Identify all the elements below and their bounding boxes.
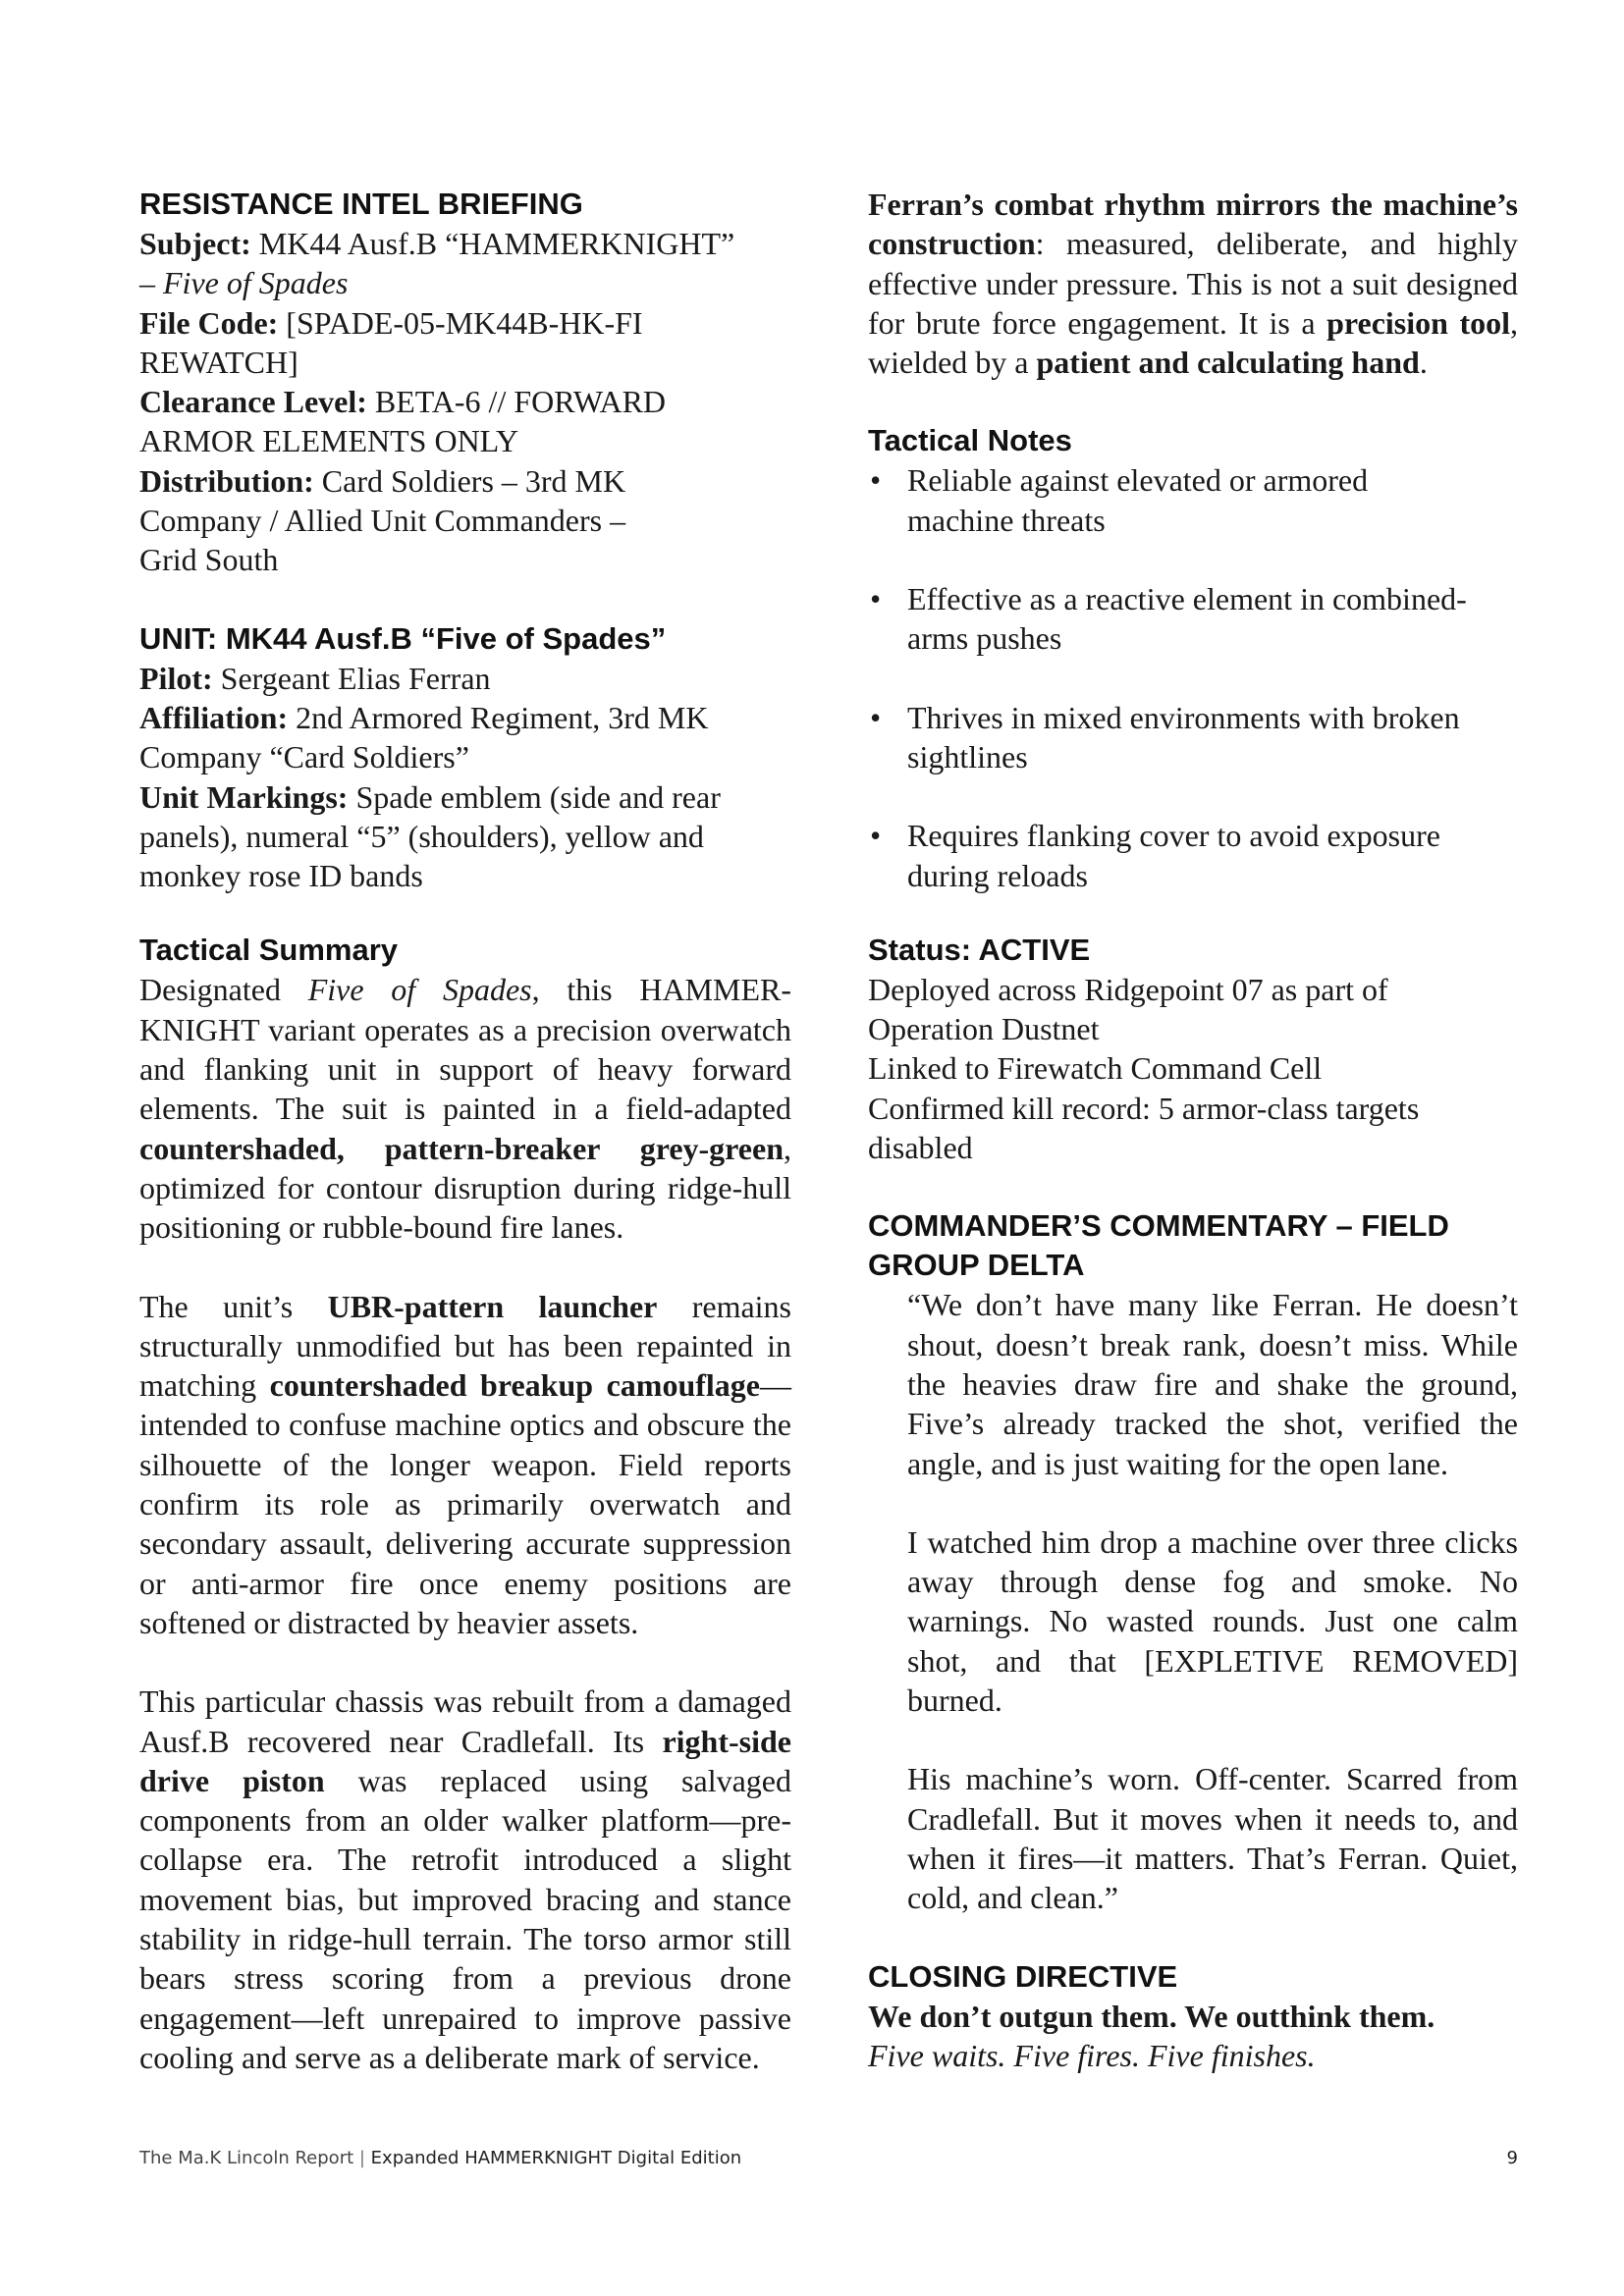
bullet-icon: • xyxy=(870,818,882,854)
file-code-label: File Code: xyxy=(139,304,279,341)
subject-dash: – xyxy=(139,265,163,301)
list-item-text: Reliable against elevated or armored machine threats xyxy=(907,462,1369,538)
status-line: Linked to Firewatch Command Cell xyxy=(868,1050,1323,1087)
markings-label: Unit Markings: xyxy=(139,778,349,815)
subject-nickname: Five of Spades xyxy=(163,265,349,301)
status-heading: Status: ACTIVE xyxy=(868,932,1091,967)
paragraph-gap xyxy=(907,1720,1518,1759)
subject-value: MK44 Ausf.B “HAMMERKNIGHT” xyxy=(250,226,735,261)
list-item-text: Requires flanking cover to avoid exposure during reloads xyxy=(907,818,1440,893)
distribution-value: Card Soldiers – 3rd MK Company / Allied Unit Commanders – Grid South xyxy=(139,462,626,578)
bold-run: countershaded, pattern-breaker grey-green xyxy=(139,1130,784,1166)
pilot-field xyxy=(139,659,791,698)
quote-paragraph: “We don’t have many like Ferran. He doesn’t shout, doesn’t break rank, doesn’t miss. While the heavies draw fire and shake the ground, Five’s already tracked the shot, verified the angle, and is just waiting for the open lane. xyxy=(907,1287,1518,1481)
status-line: Confirmed kill record: 5 armor-class targets disabled xyxy=(868,1090,1420,1166)
paragraph-gap xyxy=(139,1642,791,1682)
list-item-text: Thrives in mixed environments with broken sightlines xyxy=(907,699,1460,774)
emphasis-run: Five of Spades xyxy=(307,972,532,1008)
affiliation-value: 2nd Armored Regiment, 3rd MK Company “Card Soldiers” xyxy=(139,699,709,775)
affiliation-field xyxy=(139,698,791,777)
text-run: , this HAMMER-KNIGHT variant operates as a precision overwatch and flanking unit in support of heavy forward elements. The suit is painted in a field-adapted xyxy=(139,972,791,1127)
text-run: Designated xyxy=(139,972,308,1008)
page-footer xyxy=(139,2148,1518,2168)
text-run: was replaced using salvaged components from an older walker platform—pre-collapse era. The retrofit introduced a slight movement bias, but improved bracing and stance stability in ridge-hull terrain. The torso armor still bears stress scoring from a previous drone engagement—left unrepaired to improve passive cooling and serve as a deliberate mark of service. xyxy=(139,1762,792,2075)
footer-title xyxy=(139,2148,741,2168)
text-run: remains structurally unmodified but has been repainted in matching xyxy=(139,1288,792,1404)
distribution-label: Distribution: xyxy=(139,462,314,499)
list-item xyxy=(868,698,1477,777)
text-run: —intended to confuse machine optics and obscure the silhouette of the longer weapon. Field reports confirm its role as primarily overwatch and secondary assault, delivering accurate suppression or anti-armor fire once enemy positions are softened or distracted by heavier assets. xyxy=(139,1367,791,1640)
bold-run: Ferran’s combat rhythm mirrors the machine’s construction xyxy=(868,187,1518,262)
clearance-field xyxy=(139,382,699,461)
tactical-summary-section xyxy=(139,931,791,2077)
tactical-notes-section xyxy=(868,421,1518,894)
closing-section xyxy=(868,1957,1518,2076)
quote-paragraph: His machine’s worn. Off-center. Scarred from Cradlefall. But it moves when it needs to, and when it fires—it matters. That’s Ferran. Quiet, cold, and clean.” xyxy=(907,1761,1518,1916)
commentary-heading: COMMANDER’S COMMENTARY – FIELD GROUP DELTA xyxy=(868,1208,1449,1283)
list-item xyxy=(868,816,1477,895)
text-run: , wielded by a xyxy=(868,304,1518,381)
text-run: This particular chassis was rebuilt from a damaged Ausf.B recovered near Cradlefall. Its xyxy=(139,1683,791,1759)
tactical-notes-list xyxy=(868,460,1477,894)
quote-paragraph: I watched him drop a machine over three clicks away through dense fog and smoke. No warnings. No wasted rounds. Just one calm shot, and that [EXPLETIVE REMOVED] burned. xyxy=(907,1523,1518,1719)
right-column xyxy=(868,185,1518,2075)
list-item xyxy=(868,460,1477,540)
tactical-summary-heading: Tactical Summary xyxy=(139,933,399,968)
markings-value: Spade emblem (side and rear panels), numeral “5” (shoulders), yellow and monkey rose ID bands xyxy=(139,778,721,894)
text-run: : measured, deliberate, and highly effective under pressure. This is not a suit designed for brute force engagement. It is a xyxy=(868,226,1518,341)
pilot-label: Pilot: xyxy=(139,660,213,696)
left-column xyxy=(139,185,791,2077)
summary-paragraph-3 xyxy=(139,1682,791,2077)
distribution-field xyxy=(139,461,689,580)
pilot-value: Sergeant Elias Ferran xyxy=(212,660,491,696)
text-run: . xyxy=(1419,345,1428,381)
bold-run: countershaded breakup camouflage xyxy=(269,1367,760,1404)
tactical-notes-heading: Tactical Notes xyxy=(868,423,1072,458)
closing-tagline: Five waits. Five fires. Five finishes. xyxy=(868,2037,1316,2073)
closing-heading: CLOSING DIRECTIVE xyxy=(868,1958,1178,1994)
status-section xyxy=(868,931,1518,1167)
summary-paragraph-1 xyxy=(139,970,791,1247)
clearance-label: Clearance Level: xyxy=(139,384,367,420)
briefing-heading: RESISTANCE INTEL BRIEFING xyxy=(139,187,583,221)
bold-run: patient and calculating hand xyxy=(1036,345,1420,381)
publication-name: The Ma.K Lincoln Report xyxy=(139,2148,354,2168)
bold-run: UBR-pattern launcher xyxy=(327,1288,658,1324)
page-number: 9 xyxy=(1506,2148,1518,2168)
status-line: Deployed across Ridgepoint 07 as part of Operation Dustnet xyxy=(868,971,1388,1047)
bold-run: right-side drive piston xyxy=(139,1723,791,1798)
subject-field xyxy=(139,224,791,303)
edition-name: Expanded HAMMERKNIGHT Digital Edition xyxy=(370,2148,742,2168)
unit-heading: UNIT: MK44 Ausf.B “Five of Spades” xyxy=(139,620,667,656)
bold-run: precision tool xyxy=(1326,304,1510,341)
clearance-value: BETA-6 // FORWARD ARMOR ELEMENTS ONLY xyxy=(139,384,667,459)
text-run: , optimized for contour disruption during ridge-hull positioning or rubble-bound fire lanes. xyxy=(139,1130,791,1246)
briefing-section xyxy=(139,185,791,580)
file-code-field xyxy=(139,303,650,383)
list-item xyxy=(868,579,1477,659)
summary-paragraph-2 xyxy=(139,1287,791,1643)
commentary-section xyxy=(868,1206,1518,1917)
unit-section xyxy=(139,619,791,896)
affiliation-label: Affiliation: xyxy=(139,699,289,735)
markings-field xyxy=(139,777,791,896)
commentary-quote xyxy=(868,1285,1518,1917)
subject-label: Subject: xyxy=(139,226,251,261)
footer-separator: | xyxy=(353,2148,371,2168)
paragraph-gap xyxy=(139,1248,791,1287)
bullet-icon: • xyxy=(870,581,882,617)
paragraph-gap xyxy=(907,1483,1518,1522)
intro-paragraph xyxy=(868,185,1518,382)
bullet-icon: • xyxy=(870,699,882,735)
closing-motto: We don’t outgun them. We outthink them. xyxy=(868,1998,1435,2034)
intro-section xyxy=(868,185,1518,382)
text-run: The unit’s xyxy=(139,1288,328,1324)
list-item-text: Effective as a reactive element in combined-arms pushes xyxy=(907,581,1467,657)
file-code-value: [SPADE-05-MK44B-HK-FIREWATCH] xyxy=(139,304,643,380)
bullet-icon: • xyxy=(870,462,882,499)
